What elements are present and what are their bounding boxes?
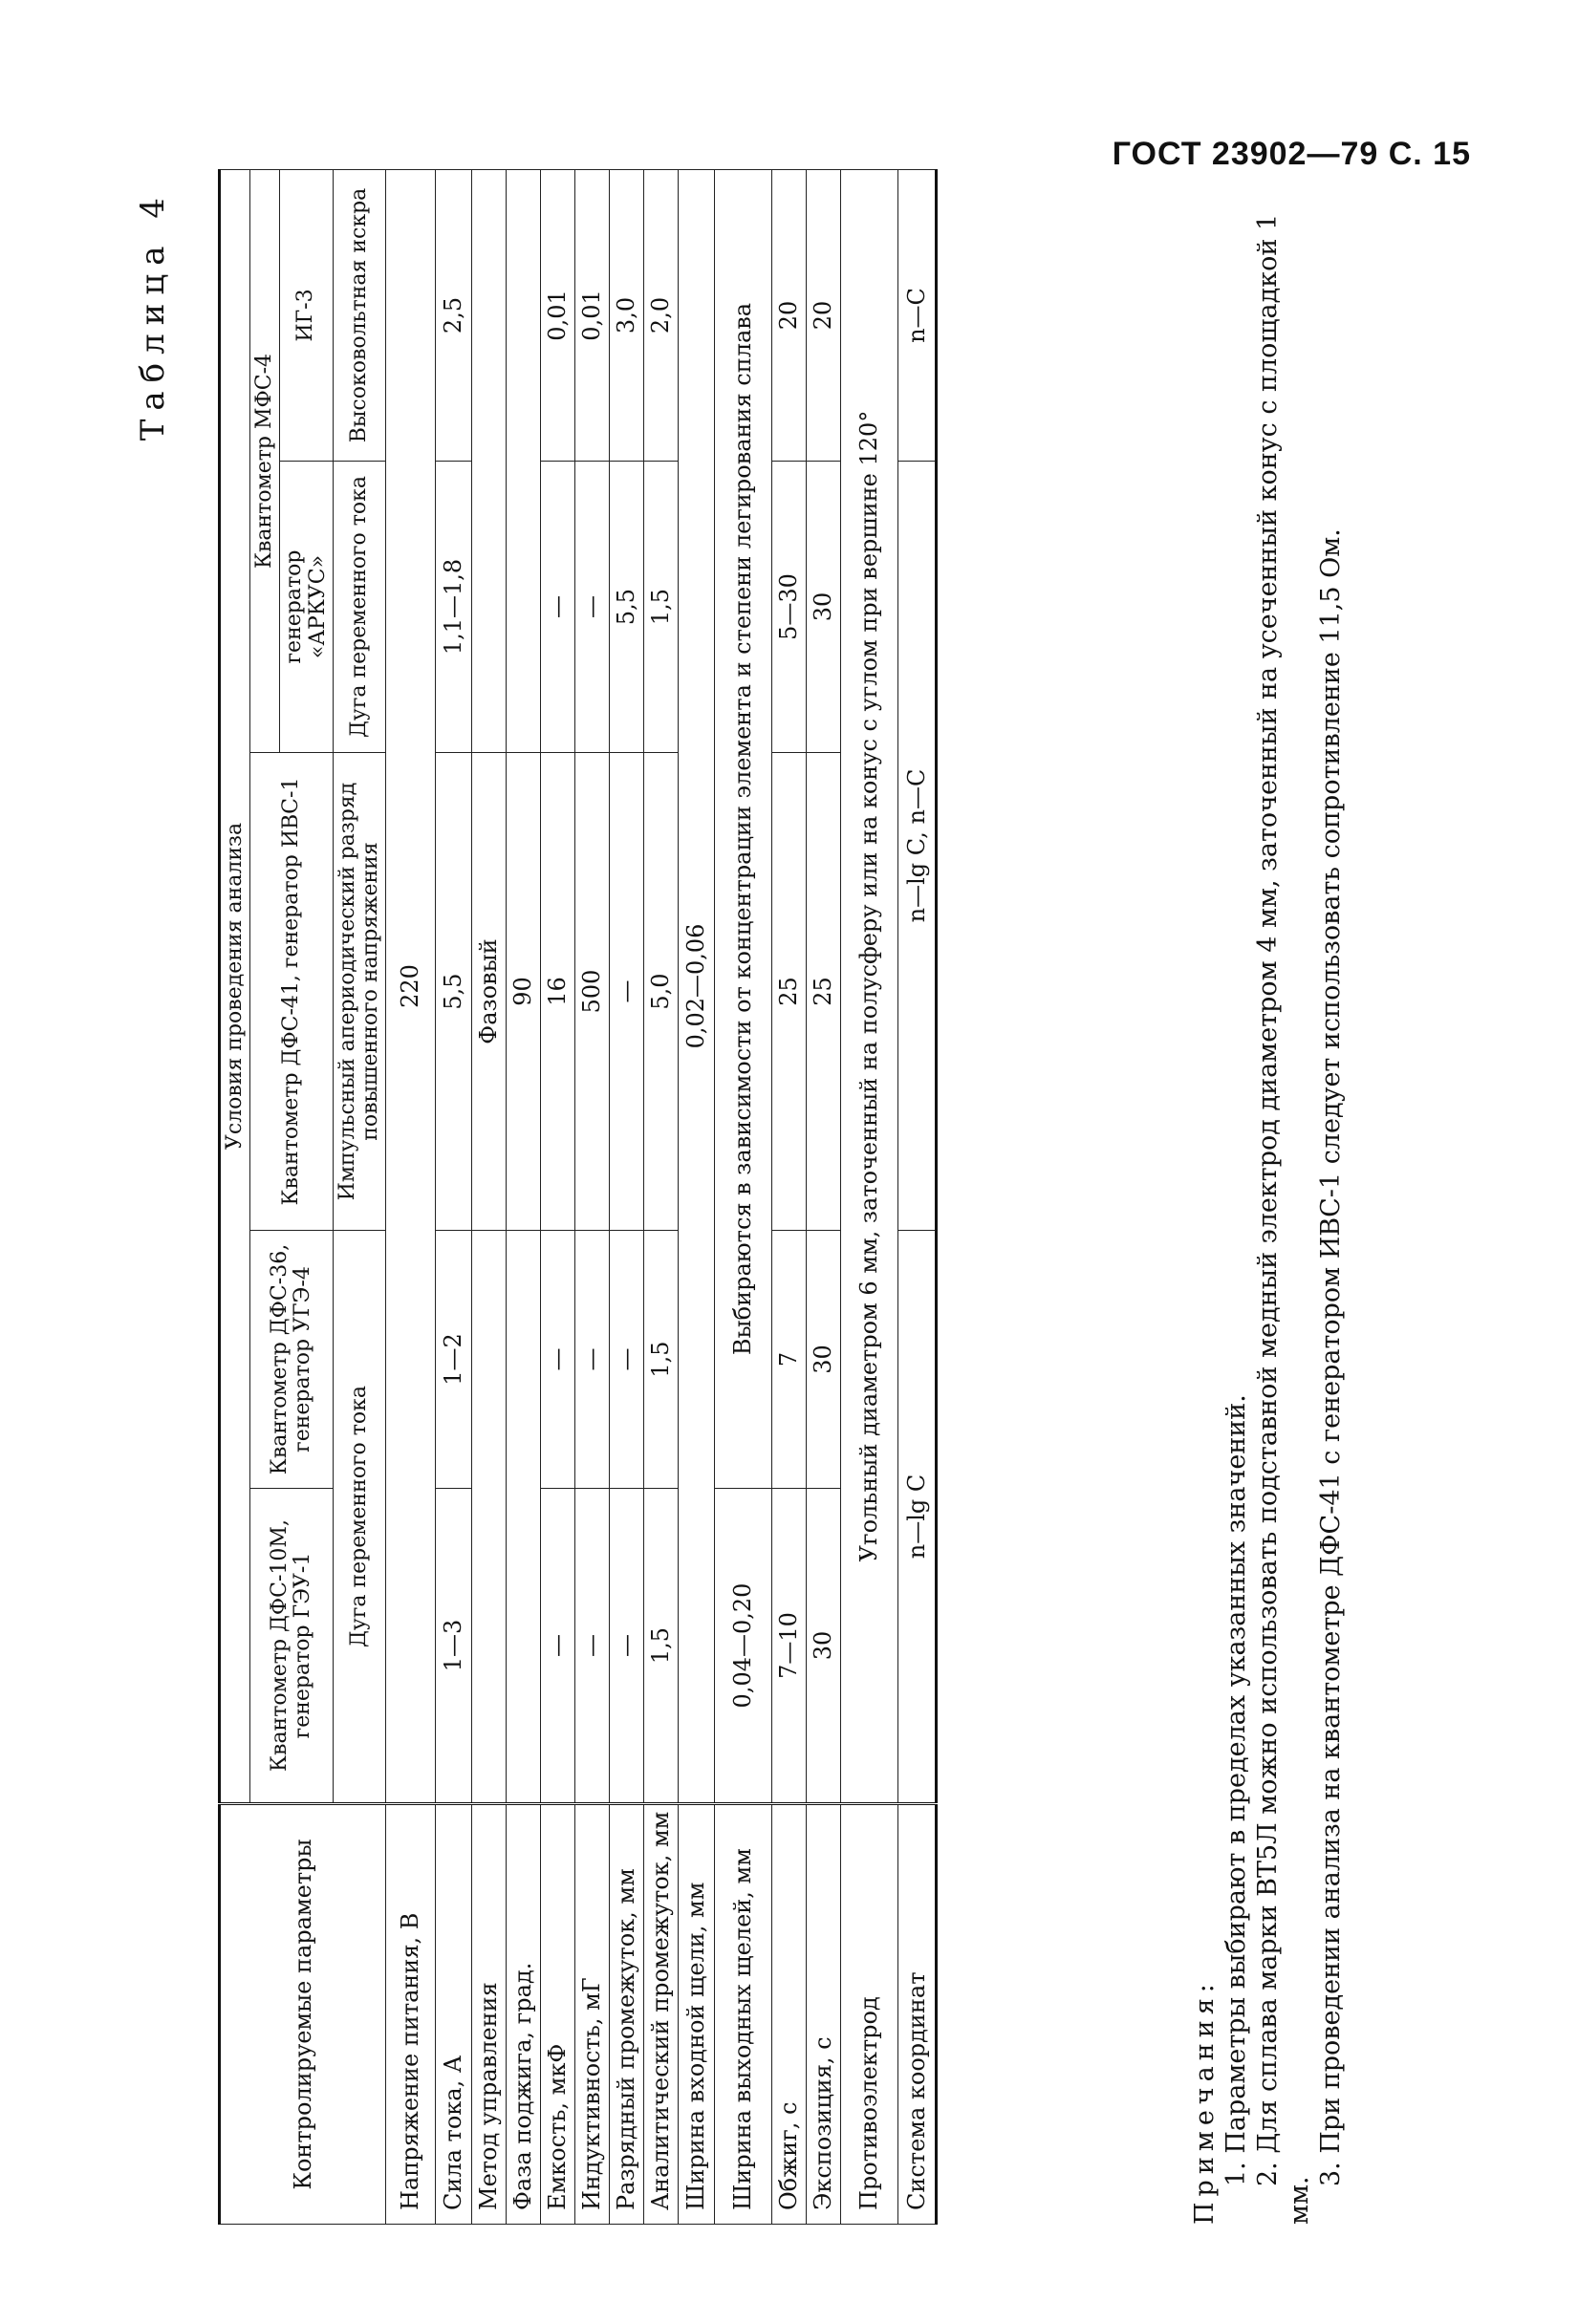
cell-value: n—lg C, n—C bbox=[898, 462, 937, 1231]
row-label: Противоэлектрод bbox=[841, 1804, 898, 2225]
cell-value: 2,0 bbox=[644, 169, 679, 461]
cell-value: 20 bbox=[807, 169, 841, 461]
table-row bbox=[898, 169, 937, 2224]
arkus-generator-header bbox=[280, 462, 333, 753]
table-row bbox=[575, 169, 610, 2224]
row-label: Индуктивность, мГ bbox=[575, 1804, 610, 2225]
cell-value: — bbox=[541, 1489, 575, 1804]
cell-value: 30 bbox=[807, 1489, 841, 1804]
cell-value: 5—30 bbox=[772, 462, 807, 753]
table-row bbox=[507, 169, 541, 2224]
cell-value: 1—3 bbox=[436, 1489, 472, 1804]
cell-value: — bbox=[575, 1489, 610, 1804]
table-row bbox=[679, 169, 715, 2224]
cell-value: 5,5 bbox=[610, 462, 644, 753]
table-row bbox=[772, 169, 807, 2224]
cell-empty bbox=[472, 1231, 507, 1804]
row-label: Ширина выходных щелей, мм bbox=[715, 1804, 772, 2225]
cell-value: 0,02—0,06 bbox=[679, 169, 715, 1803]
discharge-pulse-header: Импульсный апериодический разряд повышенного напряжения bbox=[333, 753, 385, 1231]
generator-label: генератор bbox=[282, 549, 307, 664]
rotated-page-content bbox=[134, 170, 1443, 2225]
cell-value: 7 bbox=[772, 1231, 807, 1489]
cell-value: 1,1—1,8 bbox=[436, 462, 472, 753]
row-label: Метод управления bbox=[472, 1804, 507, 2225]
row-label: Ширина входной щели, мм bbox=[679, 1804, 715, 2225]
table-row bbox=[841, 169, 898, 2224]
dfs36-header: Квантометр ДФС-36, генератор УГЭ-4 bbox=[250, 1231, 334, 1489]
cell-value: 25 bbox=[807, 753, 841, 1231]
cell-value: 30 bbox=[807, 462, 841, 753]
page-header: ГОСТ 23902—79 С. 15 bbox=[1112, 136, 1471, 172]
dfs41-header: Квантометр ДФС-41, генератор ИВС-1 bbox=[250, 753, 334, 1231]
table-row bbox=[472, 169, 507, 2224]
dfs10-header: Квантометр ДФС-10М, генератор ГЭУ-1 bbox=[250, 1489, 334, 1804]
table-header-row bbox=[220, 169, 250, 2224]
mfs4-header: Квантометр МФС-4 bbox=[250, 169, 280, 752]
cell-value: 500 bbox=[575, 753, 610, 1231]
cell-value: 3,0 bbox=[610, 169, 644, 461]
row-label: Разрядный промежуток, мм bbox=[610, 1804, 644, 2225]
cell-value: — bbox=[575, 1231, 610, 1489]
table-row bbox=[807, 169, 841, 2224]
note-2: 2. Для сплава марки ВТ5Л можно использовать подставной медный электрод диаметром 4 мм, заточенный на усеченный конус с площадкой 1 мм. bbox=[1252, 213, 1314, 2225]
discharge-spark-header: Высоковольтная искра bbox=[333, 169, 385, 461]
cell-value: — bbox=[575, 462, 610, 753]
cell-value: 1—2 bbox=[436, 1231, 472, 1489]
cell-value: 0,01 bbox=[575, 169, 610, 461]
conditions-header: Условия проведения анализа bbox=[220, 169, 250, 1803]
table-row bbox=[541, 169, 575, 2224]
cell-value: 25 bbox=[772, 753, 807, 1231]
notes-title: Примечания: bbox=[1190, 1978, 1220, 2225]
row-label: Обжиг, с bbox=[772, 1804, 807, 2225]
cell-value: — bbox=[610, 753, 644, 1231]
discharge-ac-header: Дуга переменного тока bbox=[333, 1231, 385, 1804]
row-label: Сила тока, А bbox=[436, 1804, 472, 2225]
cell-empty bbox=[507, 1231, 541, 1804]
cell-value: Угольный диаметром 6 мм, заточенный на полусферу или на конус с углом при вершине 120° bbox=[841, 169, 898, 1803]
table-row bbox=[436, 169, 472, 2224]
cell-value: n—lg C bbox=[898, 1231, 937, 1804]
table-caption: Таблица 4 bbox=[134, 189, 172, 441]
cell-value: 220 bbox=[386, 169, 436, 1803]
cell-value: — bbox=[610, 1489, 644, 1804]
cell-value: — bbox=[541, 1231, 575, 1489]
cell-empty bbox=[472, 169, 507, 752]
row-label: Система координат bbox=[898, 1804, 937, 2225]
cell-value: 0,04—0,20 bbox=[715, 1489, 772, 1804]
table-row bbox=[386, 169, 436, 2224]
cell-value: 30 bbox=[807, 1231, 841, 1489]
cell-value: 7—10 bbox=[772, 1489, 807, 1804]
note-3: 3. При проведении анализа на квантометре ДФС-41 с генератором ИВС-1 следует использовать сопротивление 11,5 Ом. bbox=[1315, 528, 1346, 2186]
cell-value: 20 bbox=[772, 169, 807, 461]
row-label: Экспозиция, с bbox=[807, 1804, 841, 2225]
arkus-label: «АРКУС» bbox=[305, 554, 330, 659]
row-label: Аналитический промежуток, мм bbox=[644, 1804, 679, 2225]
notes-section bbox=[1190, 170, 1348, 2225]
ig3-header: ИГ-3 bbox=[280, 169, 333, 461]
row-label: Напряжение питания, В bbox=[386, 1804, 436, 2225]
cell-value: 1,5 bbox=[644, 462, 679, 753]
note-1: 1. Параметры выбирают в пределах указанных значений. bbox=[1221, 1394, 1251, 2186]
cell-value: 1,5 bbox=[644, 1231, 679, 1489]
cell-value: 1,5 bbox=[644, 1489, 679, 1804]
row-label: Фаза поджига, град. bbox=[507, 1804, 541, 2225]
cell-value: 2,5 bbox=[436, 169, 472, 461]
row-label: Емкость, мкФ bbox=[541, 1804, 575, 2225]
table-row bbox=[644, 169, 679, 2224]
cell-value: 0,01 bbox=[541, 169, 575, 461]
cell-empty bbox=[507, 169, 541, 752]
cell-value: n—C bbox=[898, 169, 937, 461]
table-row bbox=[610, 169, 644, 2224]
table-row bbox=[715, 169, 772, 2224]
param-column-header: Контролируемые параметры bbox=[220, 1804, 386, 2225]
cell-value: 90 bbox=[507, 753, 541, 1231]
cell-value: 5,0 bbox=[644, 753, 679, 1231]
cell-value: Фазовый bbox=[472, 753, 507, 1231]
cell-value: Выбираются в зависимости от концентрации элемента и степени легирования сплава bbox=[715, 169, 772, 1488]
cell-value: 16 bbox=[541, 753, 575, 1231]
discharge-ac2-header: Дуга переменного тока bbox=[333, 462, 385, 753]
parameters-table bbox=[218, 169, 938, 2225]
cell-value: 5,5 bbox=[436, 753, 472, 1231]
cell-value: — bbox=[610, 1231, 644, 1489]
cell-value: — bbox=[541, 462, 575, 753]
